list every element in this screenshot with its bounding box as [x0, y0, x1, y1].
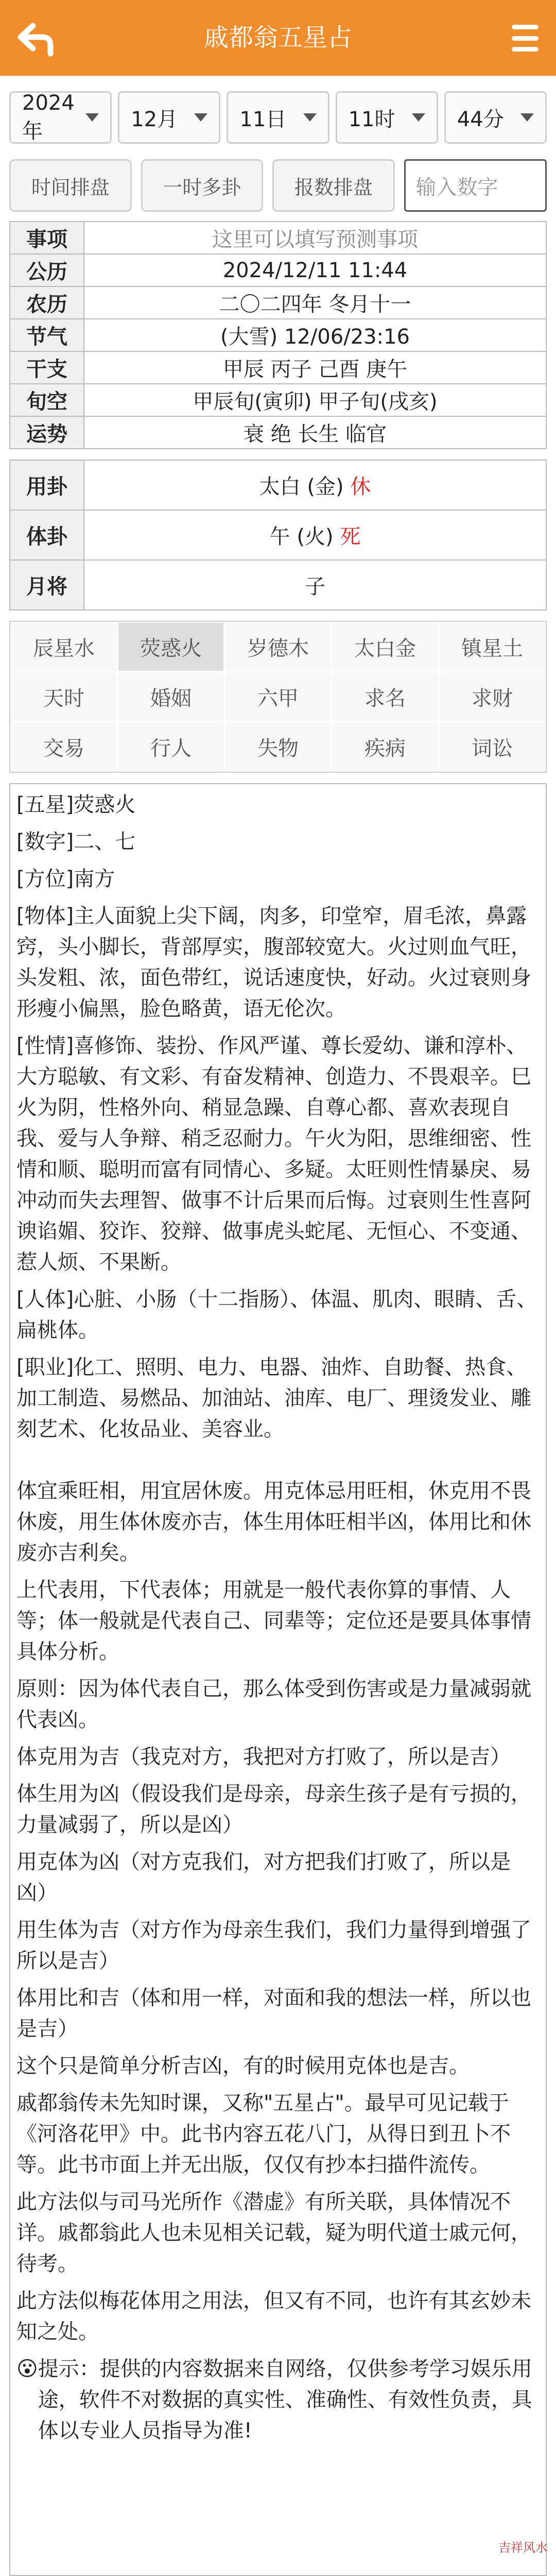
disclaimer	[16, 2353, 540, 2446]
tab-cisong[interactable]: 词讼	[439, 722, 546, 772]
yong-gua-value	[84, 460, 546, 510]
month-select[interactable]	[118, 91, 220, 144]
gua-table	[9, 460, 547, 611]
tab-shiwu[interactable]: 失物	[224, 722, 332, 772]
tab-chenxing-shui[interactable]: 辰星水	[10, 622, 117, 672]
matter-input[interactable]: 这里可以填写预测事项	[84, 222, 546, 254]
app-header	[0, 0, 556, 76]
info-value: 甲辰 丙子 己酉 庚午	[84, 351, 546, 384]
info-key: 运势	[10, 416, 84, 449]
action-buttons	[0, 159, 556, 221]
time-chart-button[interactable]: 时间排盘	[9, 159, 132, 212]
content-paragraph: [人体]心脏、小肠（十二指肠）、体温、肌肉、眼睛、舌、扁桃体。	[16, 1287, 537, 1342]
dropdown-arrow-icon	[303, 113, 317, 122]
ti-gua-main: 午 (火)	[269, 525, 340, 549]
table-row	[10, 560, 546, 610]
content-paragraph: 体克用为吉（我克对方，我把对方打败了，所以是吉）	[16, 1745, 511, 1769]
content-paragraph: [职业]化工、照明、电力、电器、油炸、自助餐、热食、加工制造、易燃品、加油站、油库、电厂、理烫发业、雕刻艺术、化妆品业、美容业。	[16, 1355, 531, 1441]
category-tabs	[9, 621, 547, 773]
info-key: 事项	[10, 222, 84, 254]
number-chart-button[interactable]: 报数排盘	[272, 159, 395, 212]
info-value: 2024/12/11 11:44	[84, 254, 546, 286]
content-paragraph: 上代表用，下代表体；用就是一般代表你算的事情、人等；体一般就是代表自己、同辈等；定位还是要具体事情具体分析。	[16, 1578, 531, 1664]
content-paragraph: 原则：因为体代表自己，那么体受到伤害或是力量减弱就代表凶。	[16, 1677, 531, 1732]
dropdown-arrow-icon	[85, 113, 99, 122]
info-key: 农历	[10, 286, 84, 319]
ti-gua-key: 体卦	[10, 510, 84, 560]
content-paragraph: 这个只是简单分析吉凶，有的时候用克体也是吉。	[16, 2054, 470, 2078]
menu-icon[interactable]	[512, 25, 538, 52]
hour-select-value: 11时	[348, 107, 395, 131]
table-row	[10, 384, 546, 416]
info-value: 甲辰旬(寅卯) 甲子旬(戌亥)	[84, 384, 546, 416]
content-paragraph: 此方法似与司马光所作《潜虚》有所关联，具体情况不详。戚都翁此人也未见相关记载，疑为明代道士戚元何，待考。	[16, 2190, 531, 2276]
day-select-value: 11日	[239, 107, 287, 131]
content-paragraph: [数字]二、七	[16, 830, 136, 854]
tab-qiucai[interactable]: 求财	[439, 672, 546, 722]
content-paragraph: [方位]南方	[16, 867, 115, 891]
table-row	[10, 319, 546, 351]
table-row	[10, 416, 546, 449]
content-paragraph: 戚都翁传未先知时课，又称"五星占"。最早可见记载于《河洛花甲》中。此书内容五花八门，从得日到丑卜不等。此书市面上并无出版，仅仅有抄本扫描件流传。	[16, 2091, 511, 2177]
tab-yinghuo-huo[interactable]: 荧惑火	[117, 622, 224, 672]
tab-liujia[interactable]: 六甲	[224, 672, 332, 722]
minute-select[interactable]	[444, 91, 547, 144]
dropdown-arrow-icon	[412, 113, 425, 122]
info-key: 公历	[10, 254, 84, 286]
result-content	[9, 783, 547, 2576]
ti-gua-value	[84, 510, 546, 560]
content-paragraph: 体宜乘旺相，用宜居休废。用克体忌用旺相，休克用不畏休废，用生体休废亦吉，体生用体旺相半凶，体用比和休废亦吉利矣。	[16, 1479, 531, 1565]
tab-qiuming[interactable]: 求名	[332, 672, 439, 722]
table-row	[10, 222, 546, 254]
page-title: 戚都翁五星占	[203, 23, 352, 52]
datetime-selectors	[0, 76, 556, 159]
tab-jibing[interactable]: 疾病	[332, 722, 439, 772]
table-row	[10, 351, 546, 384]
tab-hunyin[interactable]: 婚姻	[117, 672, 224, 722]
hour-select[interactable]	[336, 91, 438, 144]
info-table	[9, 221, 547, 449]
disclaimer-text: 提示：提供的内容数据来自网络，仅供参考学习娱乐用途，软件不对数据的真实性、准确性、有效性负责，具体以专业人员指导为准!	[38, 2357, 532, 2443]
minute-select-value: 44分	[457, 107, 504, 131]
ti-gua-state: 死	[340, 525, 361, 549]
content-paragraph: [性情]喜修饰、装扮、作风严谨、尊长爱幼、谦和淳朴、大方聪敏、有文彩、有奋发精神、创造力、不畏艰辛。巳火为阴，性格外向、稍显急躁、自尊心都、喜欢表现自我、爱与人争辩、稍乏忍耐力。午火为阳，思维细密、性情和顺、聪明而富有同情心、多疑。太旺则性情暴戾、易冲动而失去理智、做事不计后果而后悔。过衰则生性喜阿谀谄媚、狡诈、狡辩、做事虎头蛇尾、无恒心、不变通、惹人烦、不果断。	[16, 1034, 531, 1274]
content-paragraph: 用生体为吉（对方作为母亲生我们，我们力量得到增强了所以是吉）	[16, 1918, 531, 1973]
table-row	[10, 286, 546, 319]
yong-gua-key: 用卦	[10, 460, 84, 510]
multi-gua-button[interactable]: 一时多卦	[141, 159, 264, 212]
surprised-face-icon: 😮	[16, 2357, 38, 2381]
info-key: 旬空	[10, 384, 84, 416]
info-value: 衰 绝 长生 临官	[84, 416, 546, 449]
tab-zhenxing-tu[interactable]: 镇星土	[439, 622, 546, 672]
info-value: 二〇二四年 冬月十一	[84, 286, 546, 319]
year-select[interactable]	[9, 91, 112, 144]
dropdown-arrow-icon	[194, 113, 207, 122]
table-row	[10, 510, 546, 560]
yue-jiang-value: 子	[84, 560, 546, 610]
info-key: 干支	[10, 351, 84, 384]
content-paragraph: [物体]主人面貌上尖下阔，肉多，印堂窄，眉毛浓，鼻露窍，头小脚长，背部厚实，腹部较宽大。火过则血气旺，头发粗、浓，面色带红，说话速度快，好动。火过衰则身形瘦小偏黑，脸色略黄，语无伦次。	[16, 904, 531, 1021]
content-paragraph: 体用比和吉（体和用一样，对面和我的想法一样，所以也是吉）	[16, 1986, 531, 2041]
table-row	[10, 460, 546, 510]
yong-gua-main: 太白 (金)	[259, 475, 351, 499]
dropdown-arrow-icon	[520, 113, 534, 122]
day-select[interactable]	[227, 91, 329, 144]
content-paragraph: 此方法似梅花体用之用法，但又有不同，也许有其玄妙未知之处。	[16, 2289, 531, 2344]
info-value: (大雪) 12/06/23:16	[84, 319, 546, 351]
info-key: 节气	[10, 319, 84, 351]
year-select-value: 2024年	[22, 91, 75, 143]
tab-xingren[interactable]: 行人	[117, 722, 224, 772]
tab-taibai-jin[interactable]: 太白金	[332, 622, 439, 672]
yue-jiang-key: 月将	[10, 560, 84, 610]
table-row	[10, 254, 546, 286]
tab-tianshi[interactable]: 天时	[10, 672, 117, 722]
watermark-logo: 吉祥风水	[498, 2540, 548, 2555]
yong-gua-state: 休	[350, 475, 371, 499]
content-paragraph: 体生用为凶（假设我们是母亲，母亲生孩子是有亏损的，力量减弱了，所以是凶）	[16, 1782, 531, 1837]
month-select-value: 12月	[131, 107, 178, 131]
tab-jiaoyi[interactable]: 交易	[10, 722, 117, 772]
number-input[interactable]: 输入数字	[404, 159, 547, 212]
content-paragraph: 用克体为凶（对方克我们，对方把我们打败了，所以是凶）	[16, 1850, 511, 1905]
tab-suide-mu[interactable]: 岁德木	[224, 622, 332, 672]
content-paragraph: [五星]荧惑火	[16, 793, 136, 817]
